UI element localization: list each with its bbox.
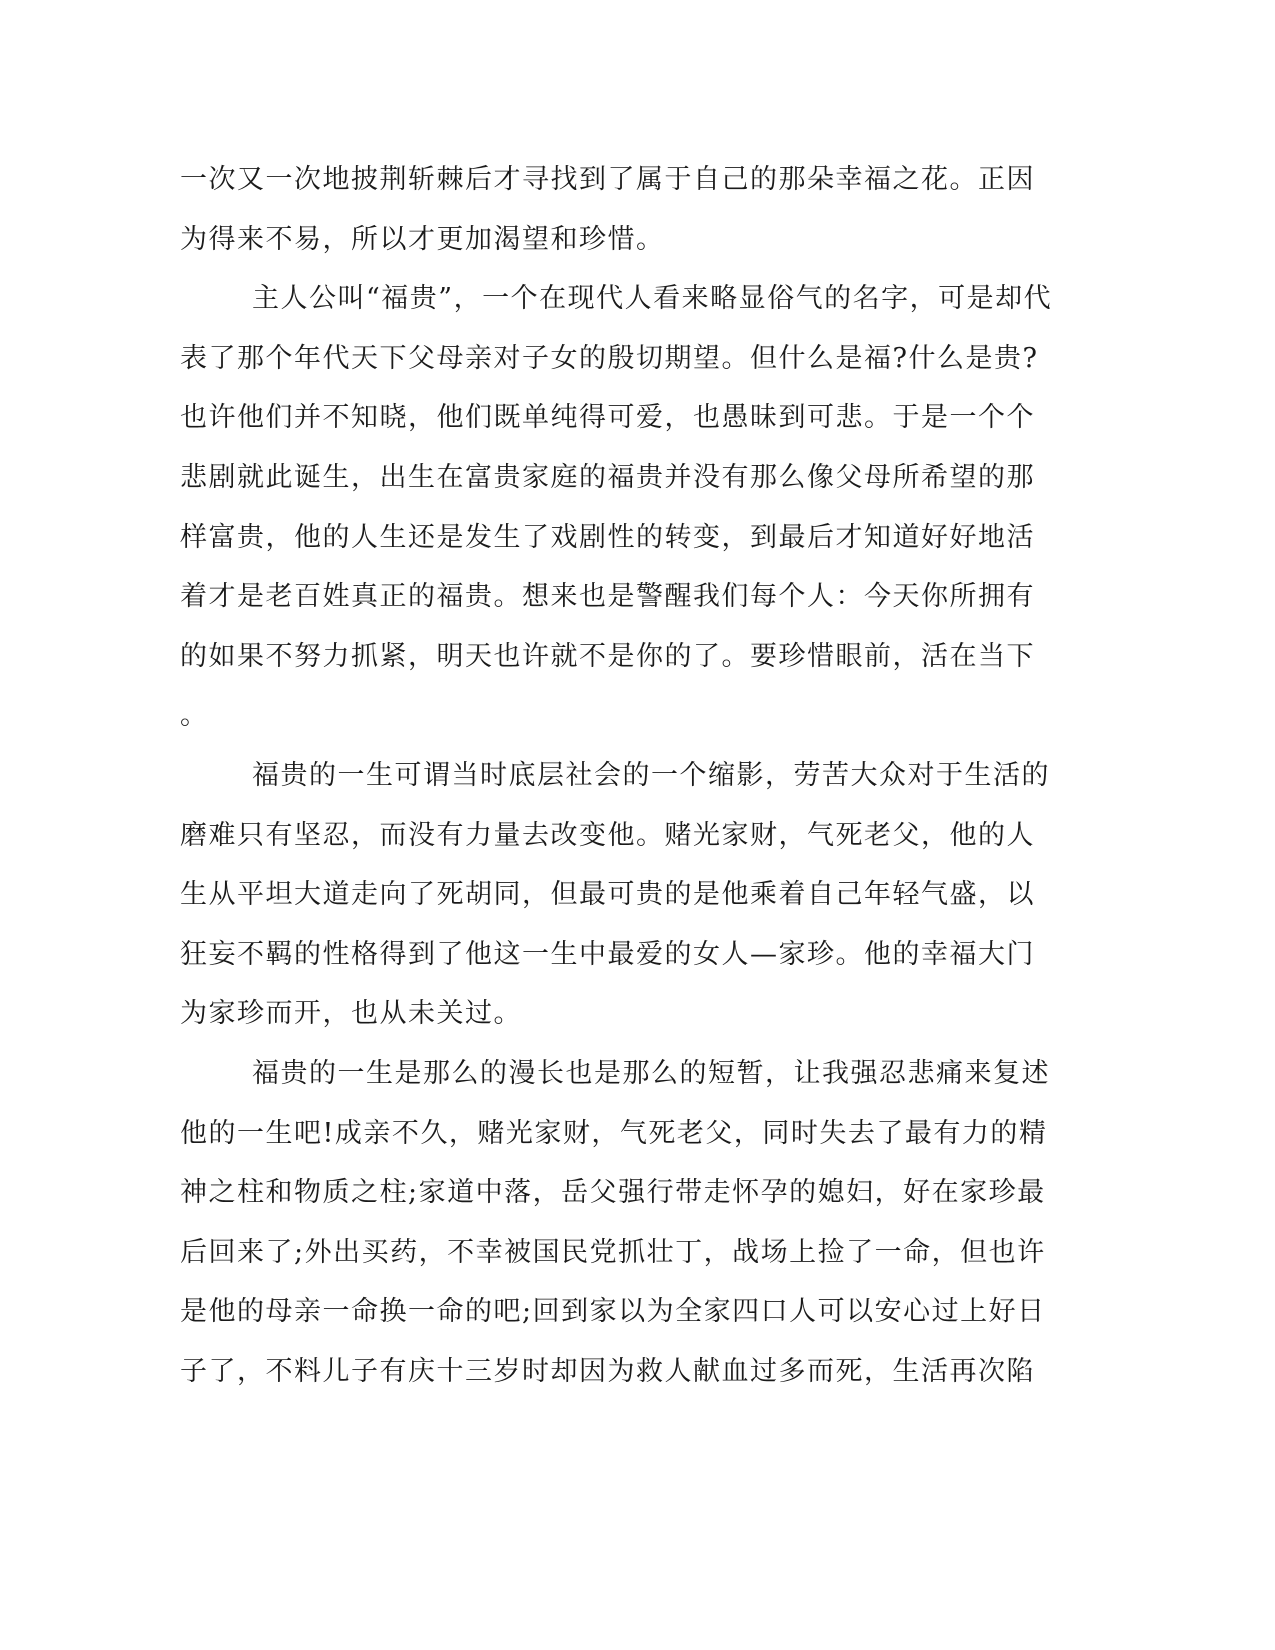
- document-page: [180, 150, 1060, 1401]
- paragraph-3: [180, 746, 1060, 1044]
- text-line: 子了，不料儿子有庆十三岁时却因为救人献血过多而死，生活再次陷: [180, 1355, 1035, 1387]
- text-line: 。: [180, 700, 209, 732]
- text-line: 为家珍而开，也从未关过。: [180, 998, 522, 1030]
- text-line: 也许他们并不知晓，他们既单纯得可爱，也愚昧到可悲。于是一个个: [180, 402, 1035, 434]
- text-line: 后回来了;外出买药，不幸被国民党抓壮丁，战场上捡了一命，但也许: [180, 1236, 1046, 1268]
- paragraph-4: [180, 1044, 1060, 1402]
- text-line: 福贵的一生是那么的漫长也是那么的短暂，让我强忍悲痛来复述: [252, 1057, 1050, 1089]
- paragraph-1: [180, 150, 1060, 269]
- text-line: 福贵的一生可谓当时底层社会的一个缩影，劳苦大众对于生活的: [252, 759, 1050, 791]
- text-line: 着才是老百姓真正的福贵。想来也是警醒我们每个人：今天你所拥有: [180, 581, 1035, 613]
- text-line: 为得来不易，所以才更加渴望和珍惜。: [180, 223, 665, 255]
- text-line: 他的一生吧!成亲不久，赌光家财，气死老父，同时失去了最有力的精: [180, 1117, 1048, 1149]
- text-line: 主人公叫“福贵”，一个在现代人看来略显俗气的名字，可是却代: [252, 283, 1053, 315]
- text-line: 样富贵，他的人生还是发生了戏剧性的转变，到最后才知道好好地活: [180, 521, 1035, 553]
- text-line: 表了那个年代天下父母亲对子女的殷切期望。但什么是福?什么是贵?: [180, 342, 1039, 374]
- text-line: 是他的母亲一命换一命的吧;回到家以为全家四口人可以安心过上好日: [180, 1296, 1046, 1328]
- paragraph-2: [180, 269, 1060, 746]
- text-line: 磨难只有坚忍，而没有力量去改变他。赌光家财，气死老父，他的人: [180, 819, 1035, 851]
- text-line: 的如果不努力抓紧，明天也许就不是你的了。要珍惜眼前，活在当下: [180, 640, 1035, 672]
- text-line: 一次又一次地披荆斩棘后才寻找到了属于自己的那朵幸福之花。正因: [180, 164, 1035, 195]
- text-line: 悲剧就此诞生，出生在富贵家庭的福贵并没有那么像父母所希望的那: [180, 461, 1035, 493]
- text-line: 神之柱和物质之柱;家道中落，岳父强行带走怀孕的媳妇，好在家珍最: [180, 1177, 1046, 1209]
- text-line: 生从平坦大道走向了死胡同，但最可贵的是他乘着自己年轻气盛，以: [180, 879, 1035, 911]
- text-line: 狂妄不羁的性格得到了他这一生中最爱的女人—家珍。他的幸福大门: [180, 938, 1035, 970]
